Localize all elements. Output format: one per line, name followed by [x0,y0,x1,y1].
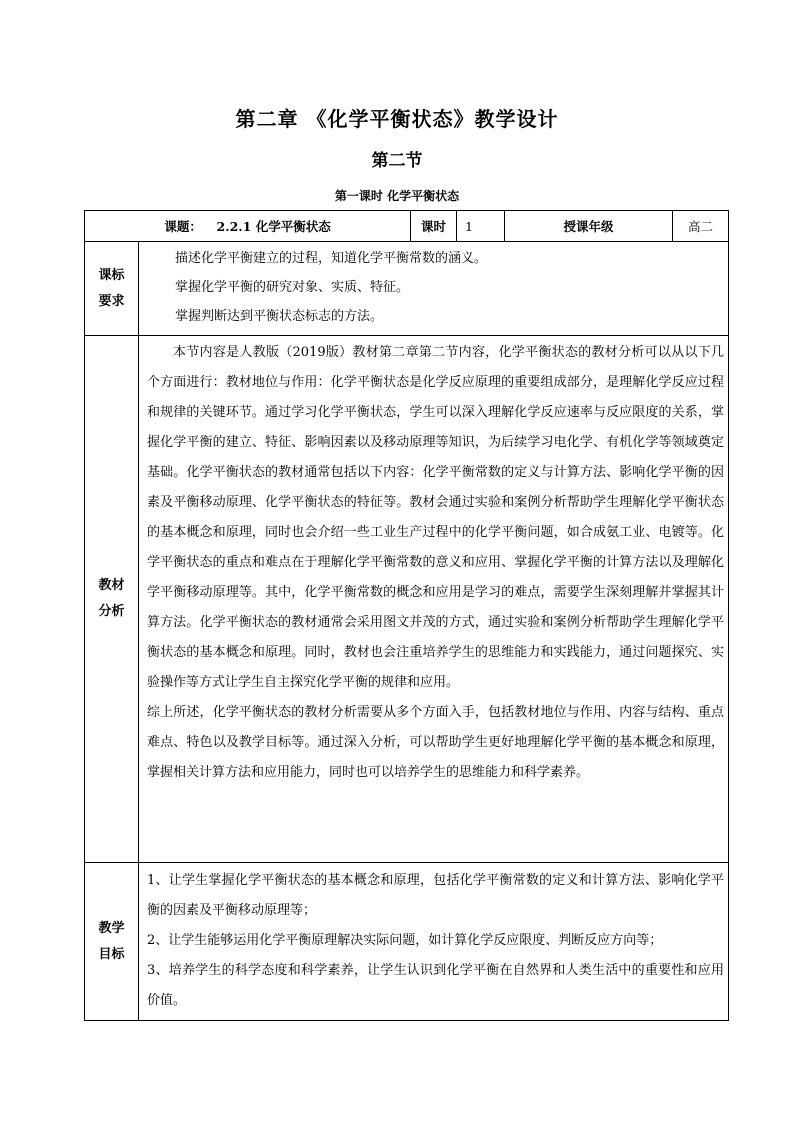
topic-label: 课题： [164,219,202,234]
header-row [85,211,729,242]
standards-label-line1: 课标 [98,267,125,283]
analysis-content [139,336,729,863]
objective-item: 1、让学生掌握化学平衡状态的基本概念和原理，包括化学平衡常数的定义和计算方法、影响化学平衡的因素及平衡移动原理等； [147,872,725,918]
analysis-paragraph-2: 综上所述，化学平衡状态的教材分析需要从多个方面入手，包括教材地位与作用、内容与结构、重点难点、特色以及教学目标等。通过深入分析，可以帮助学生更好地理解化学平衡的基本概念和原理，掌握相关计算方法和应用能力，同时也可以培养学生的思维能力和科学素养。 [147,705,725,780]
objective-item: 3、培养学生的科学态度和科学素养，让学生认识到化学平衡在自然界和人类生活中的重要性和应用价值。 [147,962,725,1008]
period-value: 1 [457,211,505,242]
lesson-heading: 第一课时 化学平衡状态 [334,189,460,203]
document-title: 第二章 《化学平衡状态》教学设计 [235,107,559,131]
analysis-paragraph-1: 本节内容是人教版（2019版）教材第二章第二节内容，化学平衡状态的教材分析可以从以下几个方面进行：教材地位与作用：化学平衡状态是化学反应原理的重要组成部分，是理解化学反应过程和规律的关键环节。通过学习化学平衡状态，学生可以深入理解化学反应速率与反应限度的关系，掌握化学平衡的建立、特征、影响因素以及移动原理等知识，为后续学习电化学、有机化学等领域奠定基础。化学平衡状态的教材通常包括以下内容：化学平衡常数的定义与计算方法、影响化学平衡的因素及平衡移动原理、化学平衡状态的特征等。教材会通过实验和案例分析帮助学生理解化学平衡状态的基本概念和原理，同时也会介绍一些工业生产过程中的化学平衡问题，如合成氨工业、电镀等。化学平衡状态的重点和难点在于理解化学平衡常数的意义和应用、掌握化学平衡的计算方法以及理解化学平衡移动原理等。其中，化学平衡常数的概念和应用是学习的难点，需要学生深刻理解并掌握其计算方法。化学平衡状态的教材通常会采用图文并茂的方式，通过实验和案例分析帮助学生理解化学平衡状态的基本概念和原理。同时，教材也会注重培养学生的思维能力和实践能力，通过问题探究、实验操作等方式让学生自主探究化学平衡的规律和应用。 [147,345,725,690]
topic-cell [85,211,411,242]
standard-item: 描述化学平衡建立的过程，知道化学平衡常数的涵义。 [175,251,488,266]
objectives-label-line2: 目标 [98,946,125,962]
topic-value: 2.2.1 化学平衡状态 [216,219,331,234]
objectives-content [139,863,729,1021]
analysis-label [85,336,139,863]
standard-item: 掌握化学平衡的研究对象、实质、特征。 [175,280,410,295]
standards-content [139,242,729,336]
section-heading: 第二节 [371,151,423,171]
analysis-label-line1: 教材 [98,578,125,593]
analysis-row [85,336,729,863]
analysis-label-line2: 分析 [98,604,125,619]
period-label: 课时 [411,211,457,242]
objectives-row [85,863,729,1021]
lesson-plan-table [84,210,729,1021]
grade-value: 高二 [673,211,729,242]
standards-label [85,242,139,336]
standard-item: 掌握判断达到平衡状态标志的方法。 [175,309,384,324]
objectives-label [85,863,139,1021]
objectives-label-line1: 教学 [98,920,125,936]
standards-label-line2: 要求 [98,293,125,309]
objective-item: 2、让学生能够运用化学平衡原理解决实际问题，如计算化学反应限度、判断反应方向等； [147,932,663,948]
standards-row [85,242,729,336]
grade-label: 授课年级 [505,211,673,242]
